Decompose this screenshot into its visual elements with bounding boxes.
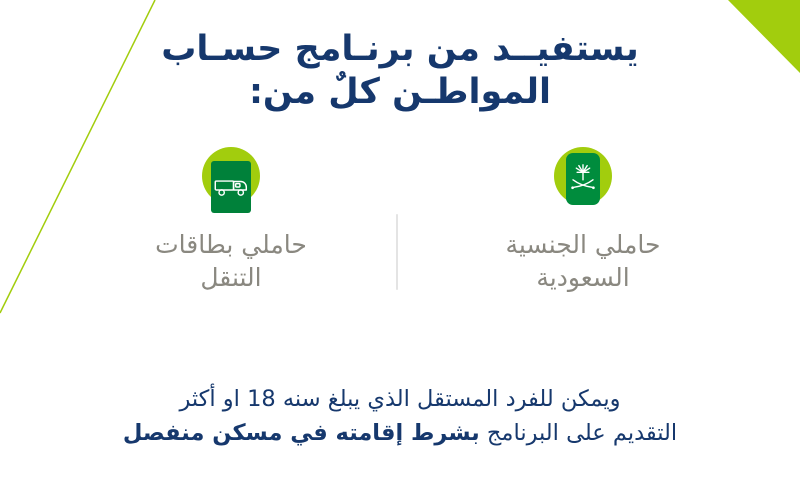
footnote-line-2 (40, 417, 760, 451)
label-line-1: حاملي الجنسية (505, 230, 661, 259)
truck-icon (211, 161, 251, 213)
column-divider (396, 214, 398, 290)
label-line-2: التنقل (200, 263, 262, 292)
beneficiary-label-saudi-nationality (443, 228, 723, 294)
page-title (0, 28, 800, 113)
beneficiary-label-mobility-cards (91, 228, 371, 294)
beneficiary-group-mobility-cards (91, 147, 371, 294)
label-line-1: حاملي بطاقات (155, 230, 307, 259)
footnote-line-1: ويمكن للفرد المستقل الذي يبلغ سنه 18 او أكثر (179, 386, 621, 412)
beneficiary-icon-wrap (554, 147, 612, 215)
title-line-1: يستفيــد من برنـامج حسـاب (161, 29, 639, 69)
footnote-line-2-regular: التقديم على البرنامج (486, 419, 678, 446)
saudi-emblem-icon (566, 153, 600, 205)
beneficiary-group-saudi-nationality (443, 147, 723, 294)
footnote (40, 383, 760, 451)
label-line-2: السعودية (536, 263, 630, 292)
footnote-line-2-bold: بشرط إقامته في مسكن منفصل (122, 419, 480, 446)
beneficiary-icon-wrap (202, 147, 260, 215)
title-line-2: المواطـن كلٌ من: (248, 71, 552, 112)
